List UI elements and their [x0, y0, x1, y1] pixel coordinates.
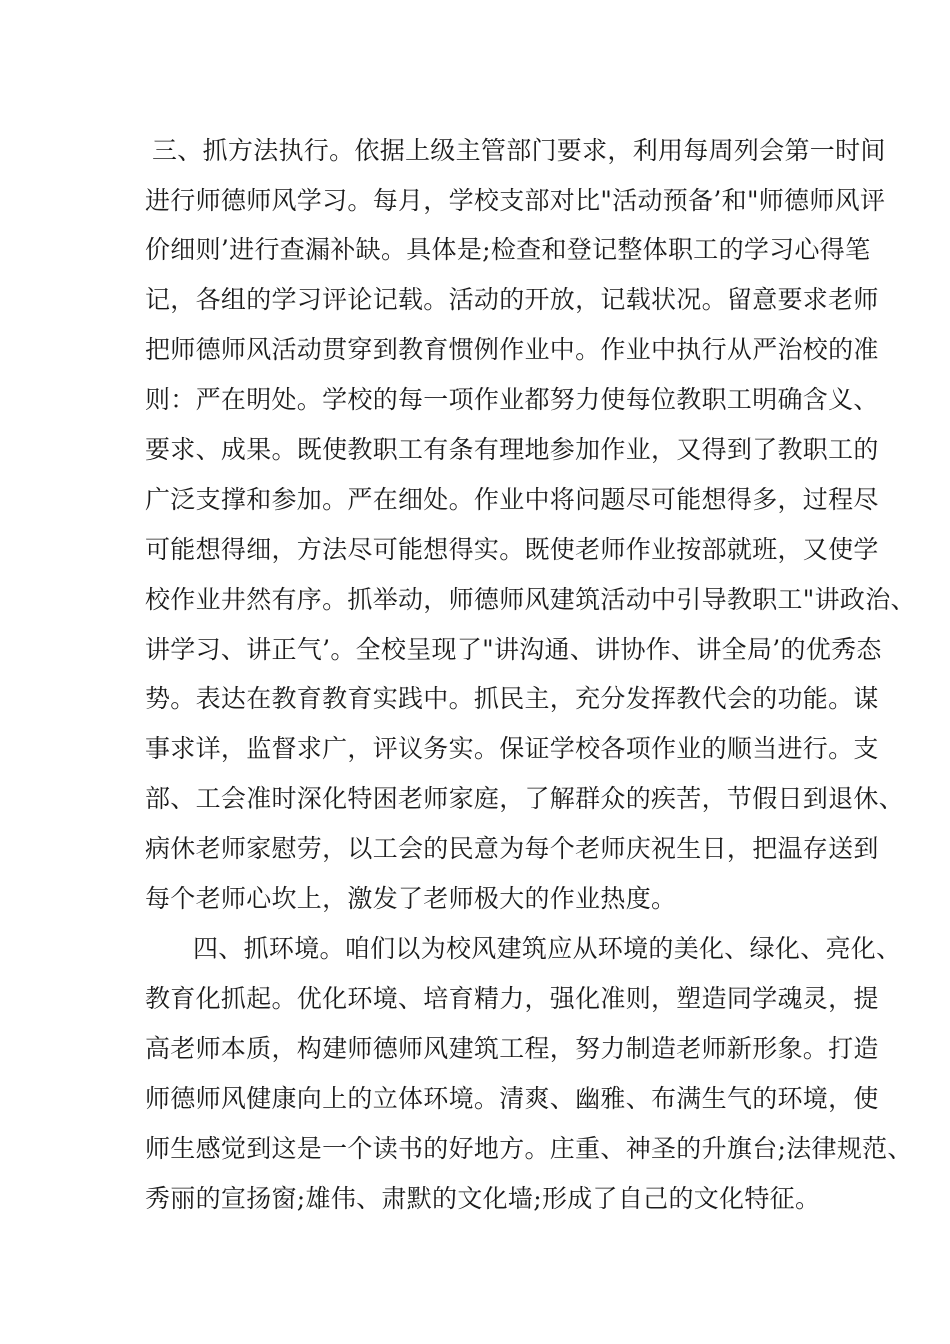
paragraph-1-line-14: 部、工会准时深化特困老师家庭，了解群众的疾苦，节假日到退休、 [145, 784, 905, 813]
paragraph-1-line-1: 三、抓方法执行。依据上级主管部门要求，利用每周列会第一时间 [152, 136, 886, 165]
paragraph-2-line-5: 师生感觉到这是一个读书的好地方。庄重、神圣的升旗台;法律规范、 [145, 1134, 913, 1163]
paragraph-1-line-3: 价细则’进行查漏补缺。具体是;检查和登记整体职工的学习心得笔 [145, 235, 871, 264]
paragraph-1-line-6: 则：严在明处。学校的每一项作业都努力使每位教职工明确含义、 [145, 385, 879, 414]
paragraph-1-line-16: 每个老师心坎上，激发了老师极大的作业热度。 [145, 884, 677, 913]
paragraph-1-line-8: 广泛支撑和参加。严在细处。作业中将问题尽可能想得多，过程尽 [145, 485, 879, 514]
paragraph-1-line-10: 校作业井然有序。抓举动，师德师风建筑活动中引导教职工"讲政治、 [145, 585, 916, 614]
paragraph-1-line-2: 进行师德师风学习。每月，学校支部对比"活动预备’和"师德师风评 [145, 186, 886, 215]
paragraph-2-line-1: 四、抓环境。咱们以为校风建筑应从环境的美化、绿化、亮化、 [193, 934, 902, 963]
paragraph-1-line-12: 势。表达在教育教育实践中。抓民主，充分发挥教代会的功能。谋 [145, 684, 879, 713]
paragraph-1-line-11: 讲学习、讲正气’。全校呈现了"讲沟通、讲协作、讲全局’的优秀态 [145, 635, 882, 664]
paragraph-2-line-3: 高老师本质，构建师德师风建筑工程，努力制造老师新形象。打造 [145, 1034, 879, 1063]
paragraph-2-line-4: 师德师风健康向上的立体环境。清爽、幽雅、布满生气的环境，使 [145, 1084, 879, 1113]
paragraph-1-line-4: 记，各组的学习评论记载。活动的开放，记载状况。留意要求老师 [145, 285, 879, 314]
paragraph-1-line-15: 病休老师家慰劳，以工会的民意为每个老师庆祝生日，把温存送到 [145, 834, 879, 863]
paragraph-1-line-9: 可能想得细，方法尽可能想得实。既使老师作业按部就班，又使学 [145, 535, 879, 564]
paragraph-2-line-6: 秀丽的宣扬窗;雄伟、肃默的文化墙;形成了自己的文化特征。 [145, 1184, 821, 1213]
paragraph-2-line-2: 教育化抓起。优化环境、培育精力，强化准则，塑造同学魂灵，提 [145, 984, 879, 1013]
paragraph-1-line-7: 要求、成果。既使教职工有条有理地参加作业，又得到了教职工的 [145, 435, 879, 464]
paragraph-1-line-13: 事求详，监督求广，评议务实。保证学校各项作业的顺当进行。支 [145, 734, 879, 763]
paragraph-1-line-5: 把师德师风活动贯穿到教育惯例作业中。作业中执行从严治校的准 [145, 335, 879, 364]
